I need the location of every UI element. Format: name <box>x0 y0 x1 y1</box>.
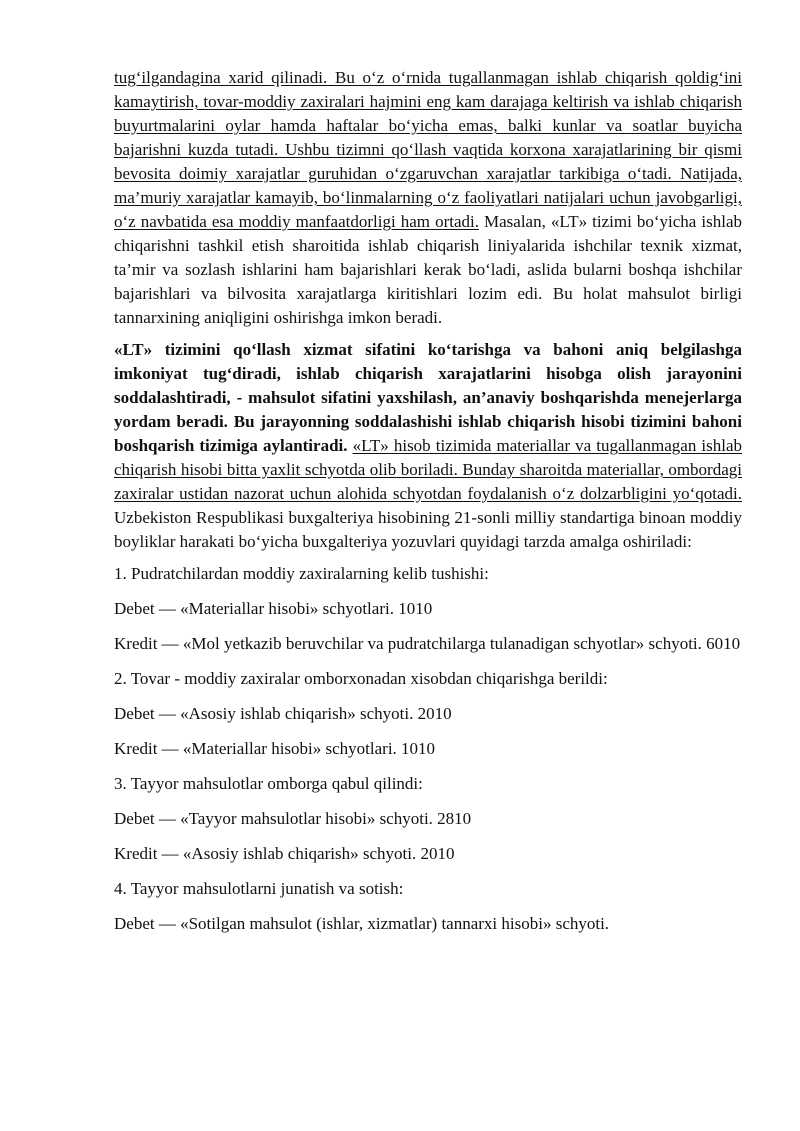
underlined-passage: «LT» hisob tizimida materiallar va tugallanmagan ishlab chiqarish hisobi bitta yaxlit schyotda olib boriladi. Bunday sharoitda materiallar, ombordagi zaxiralar ustidan nazorat uchun alohida schyotdan foydalanish o‘z dolzarbligini yo‘qotadi. <box>114 436 743 503</box>
entry-heading-3: 3. Tayyor mahsulotlar omborga qabul qilindi: <box>114 774 423 793</box>
underlined-passage: tug‘ilgandagina xarid qilinadi. Bu o‘z o‘rnida tugallanmagan ishlab chiqarish qoldig‘ini kamaytirish, tovar-moddiy zaxiralari hajmini eng kam darajaga keltirish va ishlab chiqarish buyurtmalarini oylar hamda haftalar bo‘yicha emas, balki kunlar va soatlar buyicha bajarishni kuzda tutadi. Ushbu tizimni qo‘llash vaqtida korxona xarajatlarining bir qismi bevosita doimiy xarajatlar guruhidan o‘zgaruvchan xarajatlar tarkibiga o‘tadi. Natijada, ma’muriy xarajatlar kamayib, bo‘linmalarning o‘z faoliyatlari natijalari uchun javobgarligi, o‘z navbatida esa moddiy manfaatdorligi ham ortadi. <box>114 68 742 231</box>
entry-heading-4: 4. Tayyor mahsulotlarni junatish va sotish: <box>114 879 404 898</box>
paragraph-lt-system <box>114 338 742 554</box>
accounting-entries-list <box>114 562 742 936</box>
debit-entry: Debet — «Materiallar hisobi» schyotlari. 1010 <box>114 599 433 618</box>
entry-heading-2: 2. Tovar - moddiy zaxiralar omborxonadan xisobdan chiqarishga berildi: <box>114 669 608 688</box>
debit-entry: Debet — «Tayyor mahsulotlar hisobi» schyoti. 2810 <box>114 809 472 828</box>
debit-entry: Debet — «Sotilgan mahsulot (ishlar, xizmatlar) tannarxi hisobi» schyoti. <box>114 914 610 933</box>
example-passage: Masalan, «LT» tizimi bo‘yicha ishlab chiqarishni tashkil etish sharoitida ishlab chiqarish liniyalarida ishchilar texnik xizmat, ta’mir va sozlash ishlarini ham bajarishlari kerak bo‘ladi, aslida bularni boshqa ishchilar bajarishlari va bilvosita xarajatlarga kiritishlari lozim edi. Bu holat mahsulot birligi tannarxining aniqligini oshirishga imkon beradi. <box>114 212 742 327</box>
paragraph-lean-production-costs <box>114 66 742 330</box>
credit-entry: Kredit — «Asosiy ishlab chiqarish» schyoti. 2010 <box>114 844 455 863</box>
bold-passage: «LT» tizimini qo‘llash xizmat sifatini ko‘tarishga va bahoni aniq belgilashga imkoniyat tug‘diradi, ishlab chiqarish xarajatlarini hisobga olish jarayonini soddalashtiradi, - mahsulot sifatini yaxshilash, an’anaviy boshqarishda menejerlarga yordam beradi. Bu jarayonning soddalashishi ishlab chiqarish hisobi tizimini bahoni boshqarish tizimiga aylantiradi. <box>114 340 742 455</box>
entry-heading-1: 1. Pudratchilardan moddiy zaxiralarning kelib tushishi: <box>114 564 489 583</box>
debit-entry: Debet — «Asosiy ishlab chiqarish» schyoti. 2010 <box>114 704 452 723</box>
document-page <box>114 66 742 936</box>
credit-entry: Kredit — «Mol yetkazib beruvchilar va pudratchilarga tulanadigan schyotlar» schyoti. 6010 <box>114 634 741 653</box>
credit-entry: Kredit — «Materiallar hisobi» schyotlari. 1010 <box>114 739 436 758</box>
standard-reference-passage: Uzbekiston Respublikasi buxgalteriya hisobining 21-sonli milliy standartiga binoan moddiy boyliklar harakati bo‘yicha buxgalteriya yozuvlari quyidagi tarzda amalga oshiriladi: <box>114 508 742 551</box>
